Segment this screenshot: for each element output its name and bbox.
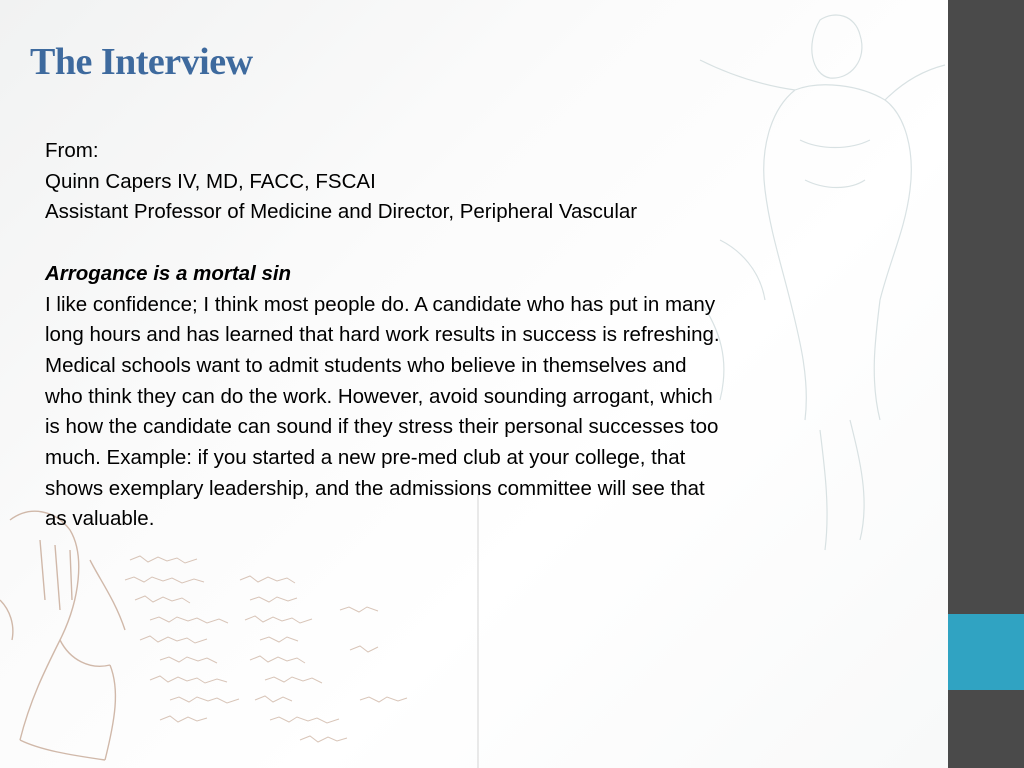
slide-title: The Interview — [30, 41, 253, 83]
paragraph-line: is how the candidate can sound if they stress their personal successes too — [45, 415, 719, 439]
hand-sketch — [0, 511, 125, 760]
accent-block — [948, 614, 1024, 690]
slide-body — [45, 136, 905, 535]
paragraph-line: who think they can do the work. However, avoid sounding arrogant, which — [45, 384, 713, 408]
handwritten-notes-sketch — [125, 556, 407, 742]
blank-spacer — [45, 228, 905, 259]
from-label: From: — [45, 139, 99, 162]
paragraph-line: Medical schools want to admit students who believe in themselves and — [45, 353, 687, 377]
author-position: Assistant Professor of Medicine and Director, Peripheral Vascular — [45, 200, 638, 224]
paragraph-line: long hours and has learned that hard work results in success is refreshing. — [45, 323, 720, 347]
paragraph-line: I like confidence; I think most people do. A candidate who has put in many — [45, 292, 716, 316]
paragraph-line: shows exemplary leadership, and the admissions committee will see that — [45, 476, 705, 500]
paragraph-line: much. Example: if you started a new pre-med club at your college, that — [45, 446, 686, 470]
section-heading: Arrogance is a mortal sin — [45, 261, 292, 285]
paragraph-line: as valuable. — [45, 507, 155, 531]
author-name: Quinn Capers IV, MD, FACC, FSCAI — [45, 169, 376, 193]
